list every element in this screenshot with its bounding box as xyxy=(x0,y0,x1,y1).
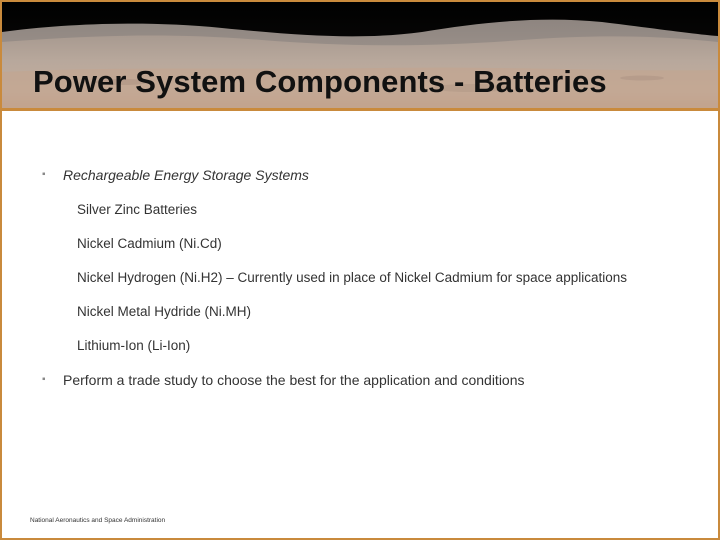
header-divider xyxy=(2,108,718,111)
bullet-marker: ▪ xyxy=(42,374,46,385)
bullet-text: Rechargeable Energy Storage Systems xyxy=(63,167,309,183)
sub-item-lithium-ion: Lithium-Ion (Li-Ion) xyxy=(77,338,191,353)
sub-item-nickel-metal-hydride: Nickel Metal Hydride (Ni.MH) xyxy=(77,304,252,319)
header-banner xyxy=(2,2,718,110)
slide-title: Power System Components - Batteries xyxy=(33,64,607,99)
footer-agency-name: National Aeronautics and Space Administration xyxy=(30,517,166,524)
bullet-marker: ▪ xyxy=(42,169,46,180)
sub-item-nickel-hydrogen: Nickel Hydrogen (Ni.H2) – Currently used in place of Nickel Cadmium for space applications xyxy=(77,270,627,285)
sub-item-nickel-cadmium: Nickel Cadmium (Ni.Cd) xyxy=(77,236,222,251)
bullet-text: Perform a trade study to choose the best for the application and conditions xyxy=(63,372,525,388)
sub-item-silver-zinc: Silver Zinc Batteries xyxy=(77,202,198,217)
